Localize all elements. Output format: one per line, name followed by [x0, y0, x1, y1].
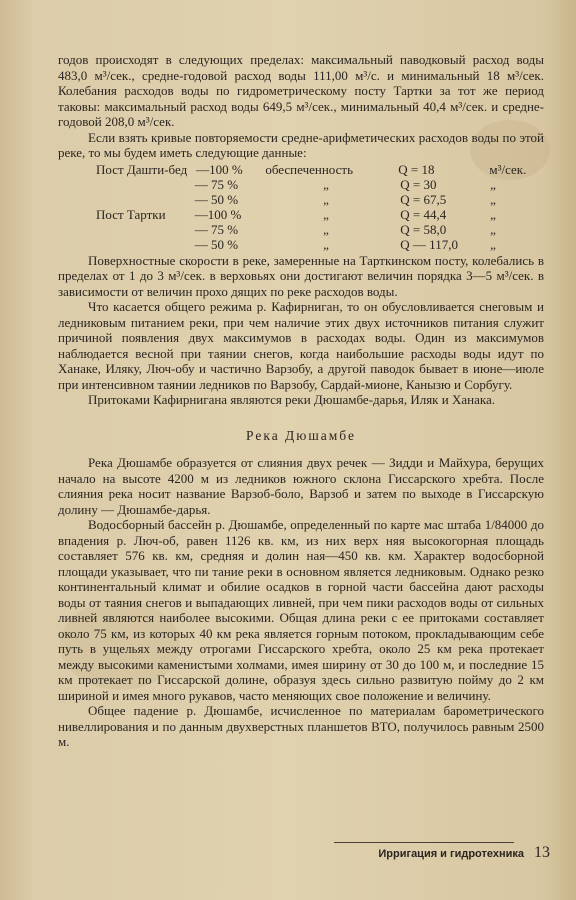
table-cell-discharge: Q — 117,0 [400, 236, 458, 252]
table-cell-description: „ [323, 176, 329, 192]
table-cell-description: „ [323, 236, 329, 252]
table-cell-percent: — 50 % [194, 191, 239, 207]
table-cell-unit: „ [490, 221, 496, 237]
paragraph: Что касается общего режима р. Кафирниган, то он обусловливается снеговым и ледниковым питанием реки, при чем наличие этих двух источников питания служит причиной появления двух максимумов в расходах воды. Один из максимумов наблюдается весной при таянии снегов, когда наибольшие расходы воды идут по Ханаке, Иляку, Люч-обу и частично Варзобу, а другой паводок бывает в июне—июле при интенсивном таянии ледников по Варзобу, Сардай-мионе, Канызю и Сорбугу. [58, 299, 544, 392]
table-cell-unit: „ [490, 176, 496, 192]
table-cell-percent: — 75 % [194, 176, 239, 192]
table-row [58, 237, 544, 252]
table-cell-unit: „ [490, 206, 496, 222]
table-cell-percent: —100 % [196, 161, 243, 177]
table-cell-percent: — 75 % [194, 221, 239, 237]
table-cell-unit: „ [490, 236, 496, 252]
paragraph: Река Дюшамбе образуется от слияния двух речек — Зидди и Майхура, берущих начало на высоте 4200 м из ледников южного склона Гиссарского хребта. После слияния река носит название Варзоб-боло, Варзоб и затем по выходе в Гиссарскую долину — Дюшамбе-дарья. [58, 455, 544, 517]
paragraph: Поверхностные скорости в реке, замеренные на Тарткинском посту, колебались в пределах от 1 до 3 м³/сек. в верховьях они достигают величин порядка 3—5 м³/сек. в зависимости от величин прохо дящих по реке расходов воды. [58, 252, 544, 299]
paragraph: Притоками Кафирнигана являются реки Дюшамбе-дарья, Иляк и Ханака. [88, 392, 495, 407]
table-cell-percent: —100 % [194, 206, 242, 222]
running-footer-title: Ирригация и гидротехника [378, 848, 524, 860]
discharge-table [58, 162, 544, 252]
table-cell-post [58, 237, 195, 252]
table-cell-description: „ [323, 191, 329, 207]
table-cell-discharge: Q = 67,5 [400, 191, 447, 207]
table-row [58, 162, 544, 177]
table-cell-discharge: Q = 58,0 [400, 221, 447, 237]
table-cell-discharge: Q = 30 [400, 176, 437, 192]
paragraph: Водосборный бассейн р. Дюшамбе, определенный по карте мас штаба 1/84000 до впадения р. Люч-об, равен 1126 кв. км, из них верх няя высокогорная площадь составляет 576 кв. км, средняя и долин ная—450 кв. км. Характер водосборной площади указывает, что пи тание реки в основном является ледниковым. Однако резко континентальный климат и обилие осадков в горной части бассейна дают расходы воды от таяния снегов и выпадающих ливней, при чем пики расходов воды от сильных ливней являются наиболее высокими. Общая длина реки с ее притоками составляет около 75 км, из которых 40 км река является горным потоком, прокладывающим себе путь в ущельях между отрогами Гиссарского хребта, около 25 км река протекает между высокими каменистыми холмами, имея ширину от 30 до 100 м, и последние 15 км протекает по Гиссарской долине, образуя здесь сильно развитую пойму до 2 км шириной и имея много рукавов, часто меняющих свое положение и величину. [58, 517, 544, 703]
paragraph: Общее падение р. Дюшамбе, исчисленное по материалам барометрического нивеллирования и по данным двухверстных планшетов ВТО, получилось равным 2500 м. [58, 703, 544, 749]
table-cell-discharge: Q = 44,4 [400, 206, 447, 222]
footer-rule [334, 842, 514, 843]
paragraph: Если взять кривые повторяемости средне-арифметических расходов воды по этой реке, то мы будем иметь следующие данные: [58, 129, 544, 160]
table-cell-description: „ [323, 221, 329, 237]
table-cell-post [58, 192, 195, 207]
page-number: 13 [534, 844, 550, 861]
table-cell-post: Пост Тартки [96, 206, 166, 222]
table-row [58, 192, 544, 207]
table-cell-description: обеспеченность [265, 161, 353, 177]
table-cell-percent: — 50 % [194, 236, 239, 252]
page-footer [330, 844, 550, 862]
table-cell-post [58, 222, 195, 237]
body-text [58, 52, 544, 750]
table-cell-unit: м³/сек. [489, 161, 527, 177]
table-row [58, 177, 544, 192]
paragraph: годов происходят в следующих пределах: максимальный паводковый расход воды 483,0 м³/сек., средне-годовой расход воды 111,00 м³/с. и минимальный 18 м³/сек. Колебания расходов воды по гидрометрическому посту Тартки за тот же период таковы: максимальный расход воды 649,5 м³/сек., минимальный 40,4 м³/сек. и средне-годовой 208,0 м³/сек. [58, 52, 544, 129]
section-heading: Река Дюшамбе [246, 427, 356, 443]
table-row [58, 222, 544, 237]
table-cell-discharge: Q = 18 [398, 161, 435, 177]
table-cell-post: Пост Дашти-бед [96, 161, 188, 177]
table-cell-unit: „ [490, 191, 496, 207]
table-cell-description: „ [323, 206, 329, 222]
table-row [58, 207, 544, 222]
table-cell-post [58, 177, 195, 192]
